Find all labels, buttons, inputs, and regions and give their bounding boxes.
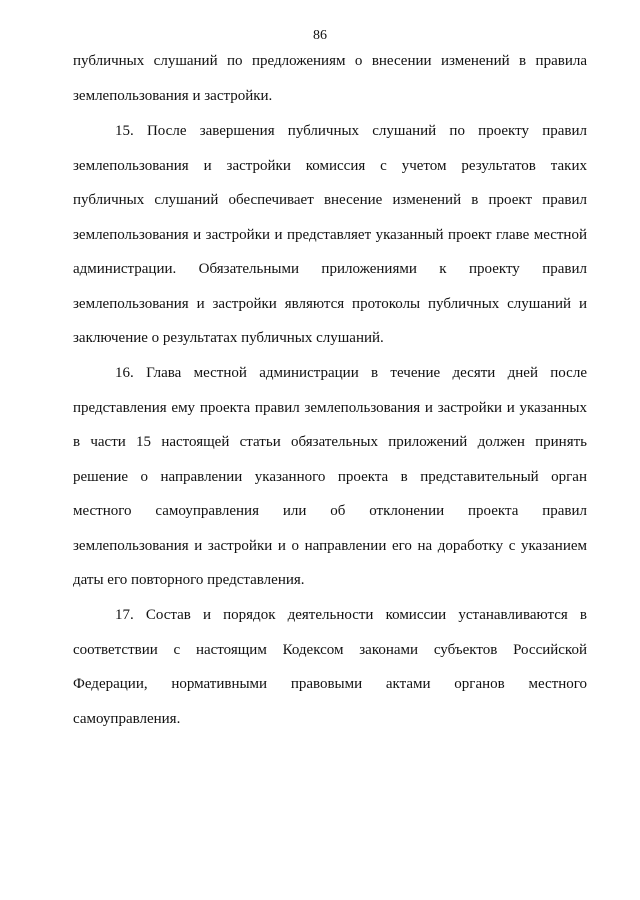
text-line: землепользования и застройки. [73,87,273,104]
text-line: решение о направлении указанного проекта в представительный орган [73,468,587,485]
text-line: местного самоуправления или об отклонении проекта правил [73,503,587,519]
text-line: публичных слушаний по предложениям о внесении изменений в правила [73,53,587,69]
text-line: заключение о результатах публичных слушаний. [73,330,384,346]
text-line: администрации. Обязательными приложениями к проекту правил [73,261,587,277]
paragraph-17 [73,598,587,736]
text-line: даты его повторного представления. [73,572,305,588]
text-line: представления ему проекта правил землепользования и застройки и указанных [73,399,587,416]
text-line: землепользования и застройки комиссия с учетом результатов таких [73,157,587,174]
text-line: землепользования и застройки и представляет указанный проект главе местной [73,226,587,243]
text-line: землепользования и застройки являются протоколы публичных слушаний и [73,295,587,312]
text-line: публичных слушаний обеспечивает внесение изменений в проект правил [73,192,587,208]
text-line: землепользования и застройки и о направлении его на доработку с указанием [73,537,587,554]
text-line: соответствии с настоящим Кодексом законами субъектов Российской [73,641,587,658]
text-line: в части 15 настоящей статьи обязательных приложений должен принять [73,434,587,450]
paragraph-continuation [73,44,587,113]
text-line: самоуправления. [73,710,181,727]
text-line: Федерации, нормативными правовыми актами органов местного [73,676,587,692]
text-line: 15. После завершения публичных слушаний по проекту правил [115,123,587,139]
page-number: 86 [313,28,327,43]
text-line: 16. Глава местной администрации в течение десяти дней после [115,365,587,381]
paragraph-15 [73,114,587,356]
paragraph-16 [73,356,587,598]
text-line: 17. Состав и порядок деятельности комиссии устанавливаются в [115,607,587,623]
